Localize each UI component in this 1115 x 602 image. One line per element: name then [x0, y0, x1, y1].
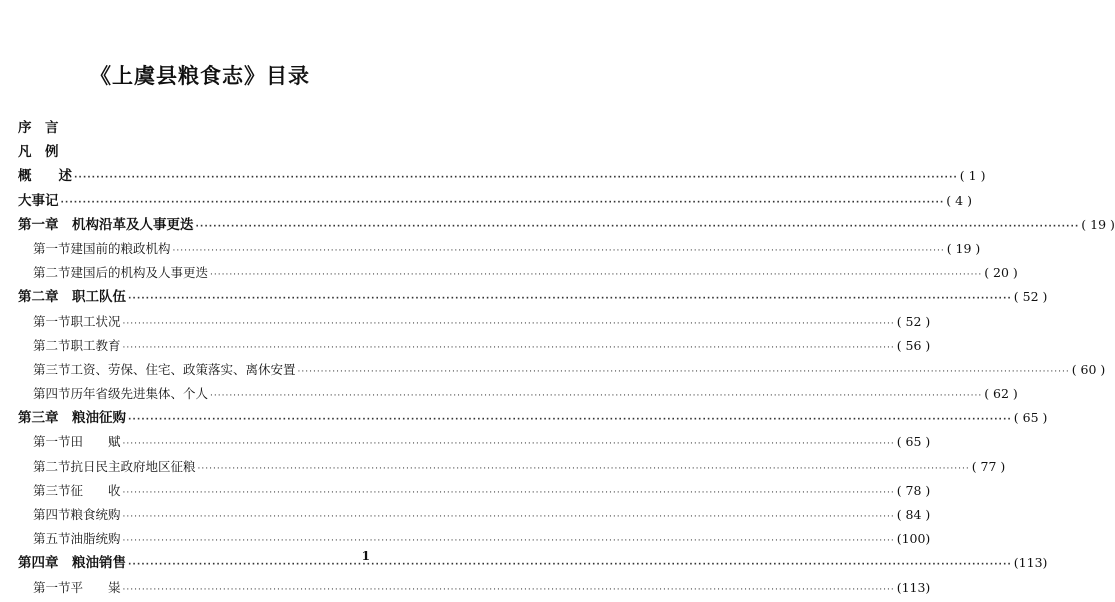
toc-entry-label: 大事记	[18, 192, 59, 209]
toc-leader-dots: ········································································································································································································	[74, 173, 958, 184]
toc-entry-page: (113)	[896, 579, 931, 595]
toc-leader-dots: ········································································································································································································	[122, 487, 895, 498]
toc-section-entry	[18, 334, 931, 358]
toc-section-entry	[18, 479, 931, 503]
toc-section-entry	[18, 261, 1018, 285]
toc-entry-page: ( 65 )	[896, 434, 931, 450]
toc-entry-label: 第四节历年省级先进集体、个人	[33, 386, 209, 402]
toc-entry-label: 第五节油脂统购	[33, 531, 121, 547]
toc-leader-dots: ········································································································································································································	[122, 512, 895, 522]
toc-entry-label: 第二节职工教育	[33, 337, 121, 353]
toc-section-entry	[18, 358, 1106, 382]
toc-entry-label: 第一节田 赋	[33, 434, 121, 450]
toc-leader-dots: ········································································································································································································	[210, 270, 983, 281]
toc-entry-page: ( 19 )	[1081, 216, 1115, 232]
toc-entry-label: 第一节平 粜	[33, 579, 121, 595]
toc-leader-dots: ········································································································································································································	[122, 584, 895, 595]
toc-chapter-entry	[18, 189, 972, 213]
page-number: 1	[361, 549, 370, 563]
toc-entry-page: ( 20 )	[984, 265, 1018, 281]
toc-section-entry	[18, 455, 1006, 479]
toc-leader-dots: ········································································································································································································	[128, 560, 1012, 571]
toc-chapter-entry	[18, 164, 986, 188]
toc-entry-label: 第二节抗日民主政府地区征粮	[33, 458, 196, 474]
toc-chapter-entry	[18, 140, 380, 164]
toc-entry-label: 概 述	[18, 168, 72, 185]
toc-chapter-entry	[18, 551, 1048, 575]
toc-chapter-entry	[18, 285, 1048, 309]
toc-leader-dots: ········································································································································································································	[122, 536, 895, 547]
toc-leader-dots: ········································································································································································································	[60, 197, 945, 208]
toc-leader-dots: ········································································································································································································	[122, 342, 895, 353]
toc-leader-dots: ········································································································································································································	[197, 463, 970, 474]
toc-entry-page: ( 19 )	[946, 240, 981, 256]
toc-entry-page: ( 52 )	[1013, 289, 1048, 305]
toc-entry-page: ( 60 )	[1071, 361, 1106, 377]
toc-entry-label: 第二章 职工队伍	[18, 289, 126, 306]
toc-entry-label: 第三章 粮油征购	[18, 410, 126, 427]
toc-section-entry	[18, 237, 981, 261]
toc-entry-label: 第一章 机构沿革及人事更迭	[18, 216, 194, 233]
toc-entry-page: ( 4 )	[946, 192, 972, 208]
toc-chapter-entry	[18, 116, 380, 140]
toc-entry-label: 第一节职工状况	[33, 313, 121, 329]
toc-entry-page: ( 62 )	[984, 386, 1018, 402]
toc-leader-dots: ········································································································································································································	[195, 221, 1080, 232]
toc-section-entry	[18, 503, 931, 527]
toc-entry-label: 第一节建国前的粮政机构	[33, 240, 171, 256]
toc-entry-page: ( 77 )	[971, 458, 1006, 474]
toc-leader-dots: ········································································································································································································	[297, 366, 1070, 377]
toc-entry-page: ( 84 )	[896, 507, 931, 522]
toc-entry-page: ( 65 )	[1013, 410, 1048, 426]
toc-entry-label: 第四节粮食统购	[33, 507, 121, 522]
toc-entry-page: (100)	[896, 531, 931, 547]
toc-leader-dots: ········································································································································································································	[128, 415, 1012, 426]
toc-section-entry	[18, 576, 931, 600]
toc-entry-label: 序 言	[18, 120, 59, 136]
toc-leader-dots: ········································································································································································································	[128, 294, 1012, 305]
toc-chapter-entry	[18, 406, 1048, 430]
toc-section-entry	[18, 382, 1018, 406]
toc-leader-dots: ········································································································································································································	[172, 245, 945, 256]
table-of-contents	[18, 116, 1115, 600]
toc-entry-page: (113)	[1013, 555, 1048, 571]
toc-entry-label: 第三节工资、劳保、住宅、政策落实、离休安置	[33, 361, 296, 377]
toc-leader-dots: ········································································································································································································	[210, 391, 983, 402]
toc-entry-label: 第三节征 收	[33, 482, 121, 498]
toc-section-entry	[18, 310, 931, 334]
toc-entry-page: ( 52 )	[896, 313, 931, 329]
toc-entry-page: ( 78 )	[896, 482, 931, 498]
toc-section-entry	[18, 527, 931, 551]
toc-entry-label: 凡 例	[18, 144, 59, 161]
toc-leader-dots: ········································································································································································································	[122, 318, 895, 329]
toc-entry-label: 第四章 粮油销售	[18, 555, 126, 572]
toc-chapter-entry	[18, 213, 1115, 237]
toc-entry-label: 第二节建国后的机构及人事更迭	[33, 265, 209, 281]
toc-leader-dots: ········································································································································································································	[122, 439, 895, 450]
toc-section-entry	[18, 430, 931, 454]
page-title: 《上虞县粮食志》目录	[90, 63, 310, 88]
toc-entry-page: ( 1 )	[959, 168, 986, 184]
toc-entry-page: ( 56 )	[896, 337, 931, 353]
